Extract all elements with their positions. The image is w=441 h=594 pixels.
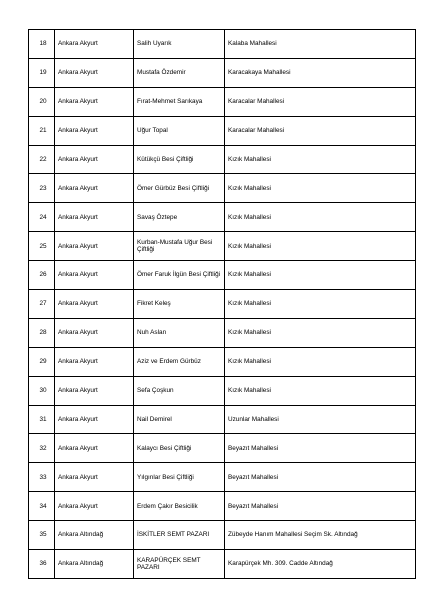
province-district-cell: Ankara Altındağ: [55, 521, 134, 550]
facility-name-cell: Erdem Çakır Besicilik: [134, 492, 225, 521]
location-cell: Kızık Mahallesi: [225, 347, 416, 376]
facility-name-cell: Mustafa Özdemir: [134, 58, 225, 87]
row-number-cell: 25: [29, 232, 55, 261]
facility-name-cell: Nail Demirel: [134, 405, 225, 434]
location-cell: Beyazıt Mahallesi: [225, 434, 416, 463]
row-number-cell: 24: [29, 203, 55, 232]
table-body: [29, 30, 416, 579]
location-cell: Karacakaya Mahallesi: [225, 58, 416, 87]
province-district-cell: Ankara Akyurt: [55, 203, 134, 232]
table-row: [29, 203, 416, 232]
table-row: [29, 58, 416, 87]
table-row: [29, 87, 416, 116]
location-cell: Karacalar Mahallesi: [225, 87, 416, 116]
location-cell: Kızık Mahallesi: [225, 261, 416, 290]
province-district-cell: Ankara Akyurt: [55, 290, 134, 319]
row-number-cell: 26: [29, 261, 55, 290]
table-row: [29, 174, 416, 203]
row-number-cell: 20: [29, 87, 55, 116]
location-cell: Kızık Mahallesi: [225, 318, 416, 347]
table-row: [29, 550, 416, 579]
province-district-cell: Ankara Akyurt: [55, 232, 134, 261]
facility-name-cell: Kurban-Mustafa Uğur Besi Çiftliği: [134, 232, 225, 261]
location-cell: Kızık Mahallesi: [225, 174, 416, 203]
row-number-cell: 23: [29, 174, 55, 203]
facility-name-cell: Kalaycı Besi Çiftliği: [134, 434, 225, 463]
facility-name-cell: Salih Uyarık: [134, 30, 225, 59]
location-cell: Kızık Mahallesi: [225, 376, 416, 405]
facility-table: [28, 29, 416, 579]
province-district-cell: Ankara Akyurt: [55, 145, 134, 174]
facility-name-cell: Ömer Faruk İlgün Besi Çiftliği: [134, 261, 225, 290]
table-row: [29, 261, 416, 290]
row-number-cell: 35: [29, 521, 55, 550]
table-row: [29, 232, 416, 261]
table-row: [29, 376, 416, 405]
province-district-cell: Ankara Akyurt: [55, 30, 134, 59]
location-cell: Karacalar Mahallesi: [225, 116, 416, 145]
row-number-cell: 18: [29, 30, 55, 59]
table-row: [29, 492, 416, 521]
facility-name-cell: Ömer Gürbüz Besi Çiftliği: [134, 174, 225, 203]
row-number-cell: 27: [29, 290, 55, 319]
location-cell: Zübeyde Hanım Mahallesi Seçim Sk. Altındağ: [225, 521, 416, 550]
location-cell: Karapürçek Mh. 309. Cadde Altındağ: [225, 550, 416, 579]
table-row: [29, 347, 416, 376]
row-number-cell: 36: [29, 550, 55, 579]
province-district-cell: Ankara Akyurt: [55, 58, 134, 87]
province-district-cell: Ankara Akyurt: [55, 174, 134, 203]
row-number-cell: 30: [29, 376, 55, 405]
table-row: [29, 116, 416, 145]
location-cell: Kızık Mahallesi: [225, 145, 416, 174]
province-district-cell: Ankara Akyurt: [55, 405, 134, 434]
table-row: [29, 521, 416, 550]
location-cell: Beyazıt Mahallesi: [225, 492, 416, 521]
province-district-cell: Ankara Akyurt: [55, 463, 134, 492]
facility-name-cell: Fikret Keleş: [134, 290, 225, 319]
table-row: [29, 30, 416, 59]
table-row: [29, 405, 416, 434]
facility-name-cell: Fırat-Mehmet Sarıkaya: [134, 87, 225, 116]
row-number-cell: 19: [29, 58, 55, 87]
row-number-cell: 31: [29, 405, 55, 434]
facility-name-cell: KARAPÜRÇEK SEMT PAZARI: [134, 550, 225, 579]
province-district-cell: Ankara Altındağ: [55, 550, 134, 579]
row-number-cell: 21: [29, 116, 55, 145]
facility-name-cell: Savaş Öztepe: [134, 203, 225, 232]
row-number-cell: 28: [29, 318, 55, 347]
facility-name-cell: Kütükçü Besi Çiftliği: [134, 145, 225, 174]
province-district-cell: Ankara Akyurt: [55, 318, 134, 347]
facility-name-cell: Yılgınlar Besi Çiftliği: [134, 463, 225, 492]
province-district-cell: Ankara Akyurt: [55, 492, 134, 521]
location-cell: Uzunlar Mahallesi: [225, 405, 416, 434]
location-cell: Beyazıt Mahallesi: [225, 463, 416, 492]
row-number-cell: 33: [29, 463, 55, 492]
facility-name-cell: Uğur Topal: [134, 116, 225, 145]
row-number-cell: 22: [29, 145, 55, 174]
table-row: [29, 463, 416, 492]
province-district-cell: Ankara Akyurt: [55, 261, 134, 290]
row-number-cell: 32: [29, 434, 55, 463]
location-cell: Kalaba Mahallesi: [225, 30, 416, 59]
province-district-cell: Ankara Akyurt: [55, 87, 134, 116]
province-district-cell: Ankara Akyurt: [55, 116, 134, 145]
province-district-cell: Ankara Akyurt: [55, 376, 134, 405]
location-cell: Kızık Mahallesi: [225, 232, 416, 261]
facility-name-cell: Aziz ve Erdem Gürbüz: [134, 347, 225, 376]
province-district-cell: Ankara Akyurt: [55, 347, 134, 376]
facility-name-cell: Sefa Çoşkun: [134, 376, 225, 405]
table-row: [29, 145, 416, 174]
table-row: [29, 318, 416, 347]
province-district-cell: Ankara Akyurt: [55, 434, 134, 463]
facility-name-cell: İSKİTLER SEMT PAZARI: [134, 521, 225, 550]
table-row: [29, 434, 416, 463]
location-cell: Kızık Mahallesi: [225, 290, 416, 319]
facility-name-cell: Nuh Aslan: [134, 318, 225, 347]
row-number-cell: 29: [29, 347, 55, 376]
location-cell: Kızık Mahallesi: [225, 203, 416, 232]
table-row: [29, 290, 416, 319]
row-number-cell: 34: [29, 492, 55, 521]
